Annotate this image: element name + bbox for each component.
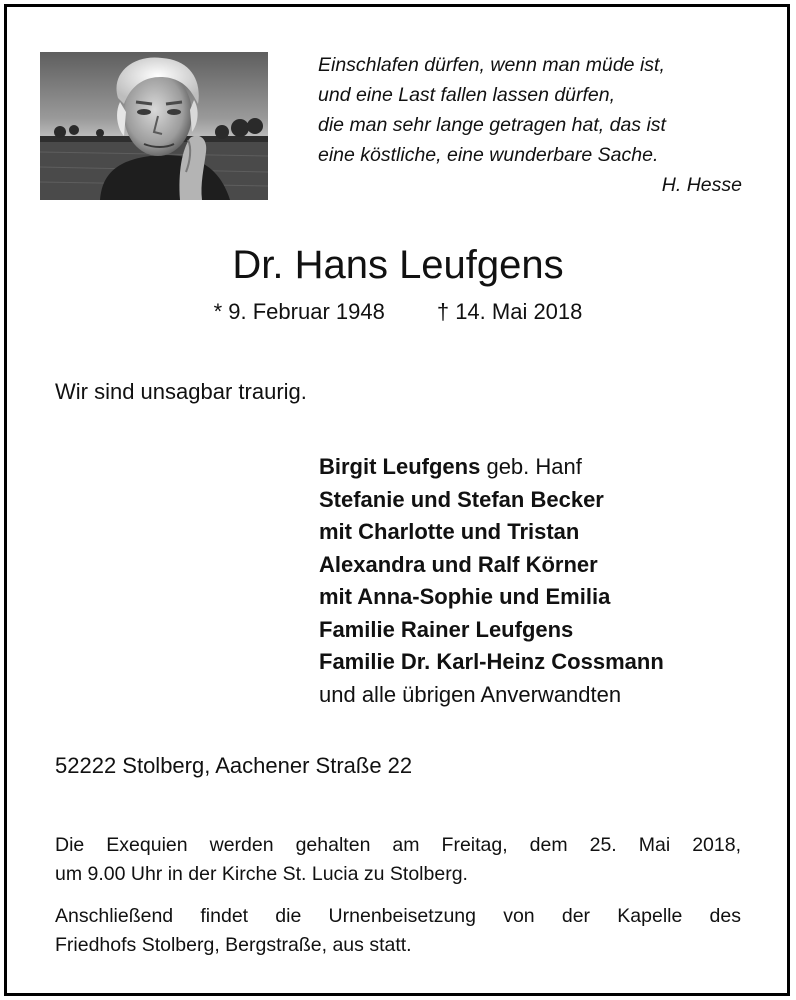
deceased-name: Dr. Hans Leufgens (232, 243, 564, 287)
family-member: Birgit Leufgens geb. Hanf (319, 454, 582, 479)
family-member: Familie Dr. Karl-Heinz Cossmann (319, 649, 664, 674)
funeral-mass-line: Die Exequien werden gehalten am Freitag, dem 25. Mai 2018, (55, 834, 741, 856)
mourning-statement: Wir sind unsagbar traurig. (55, 379, 307, 404)
quote-author: H. Hesse (661, 174, 742, 196)
family-member: Stefanie und Stefan Becker (319, 486, 604, 512)
quote-line: die man sehr lange getragen hat, das ist (318, 114, 666, 136)
family-member: Alexandra und Ralf Körner (319, 551, 598, 577)
family-address: 52222 Stolberg, Aachener Straße 22 (55, 753, 413, 778)
family-list (319, 451, 664, 711)
birth-date: * 9. Februar 1948 (213, 299, 385, 324)
quote-line: und eine Last fallen lassen dürfen, (318, 84, 616, 106)
family-member: Familie Rainer Leufgens (319, 616, 574, 642)
quote-line: Einschlafen dürfen, wenn man müde ist, (318, 54, 665, 76)
family-member: mit Anna-Sophie und Emilia (319, 584, 611, 609)
family-member: und alle übrigen Anverwandten (319, 681, 622, 707)
family-member: mit Charlotte und Tristan (319, 519, 580, 544)
quote-line: eine köstliche, eine wunderbare Sache. (318, 144, 659, 166)
urn-burial-info (55, 902, 741, 960)
epigraph-quote (318, 50, 742, 200)
funeral-mass-info (55, 831, 741, 889)
portrait-photo (40, 52, 268, 200)
life-dates (0, 296, 796, 328)
urn-burial-line: Friedhofs Stolberg, Bergstraße, aus statt. (55, 934, 412, 956)
urn-burial-line: Anschließend findet die Urnenbeisetzung von der Kapelle des (55, 905, 741, 927)
funeral-mass-line: um 9.00 Uhr in der Kirche St. Lucia zu Stolberg. (55, 863, 468, 885)
death-date: † 14. Mai 2018 (436, 299, 583, 324)
